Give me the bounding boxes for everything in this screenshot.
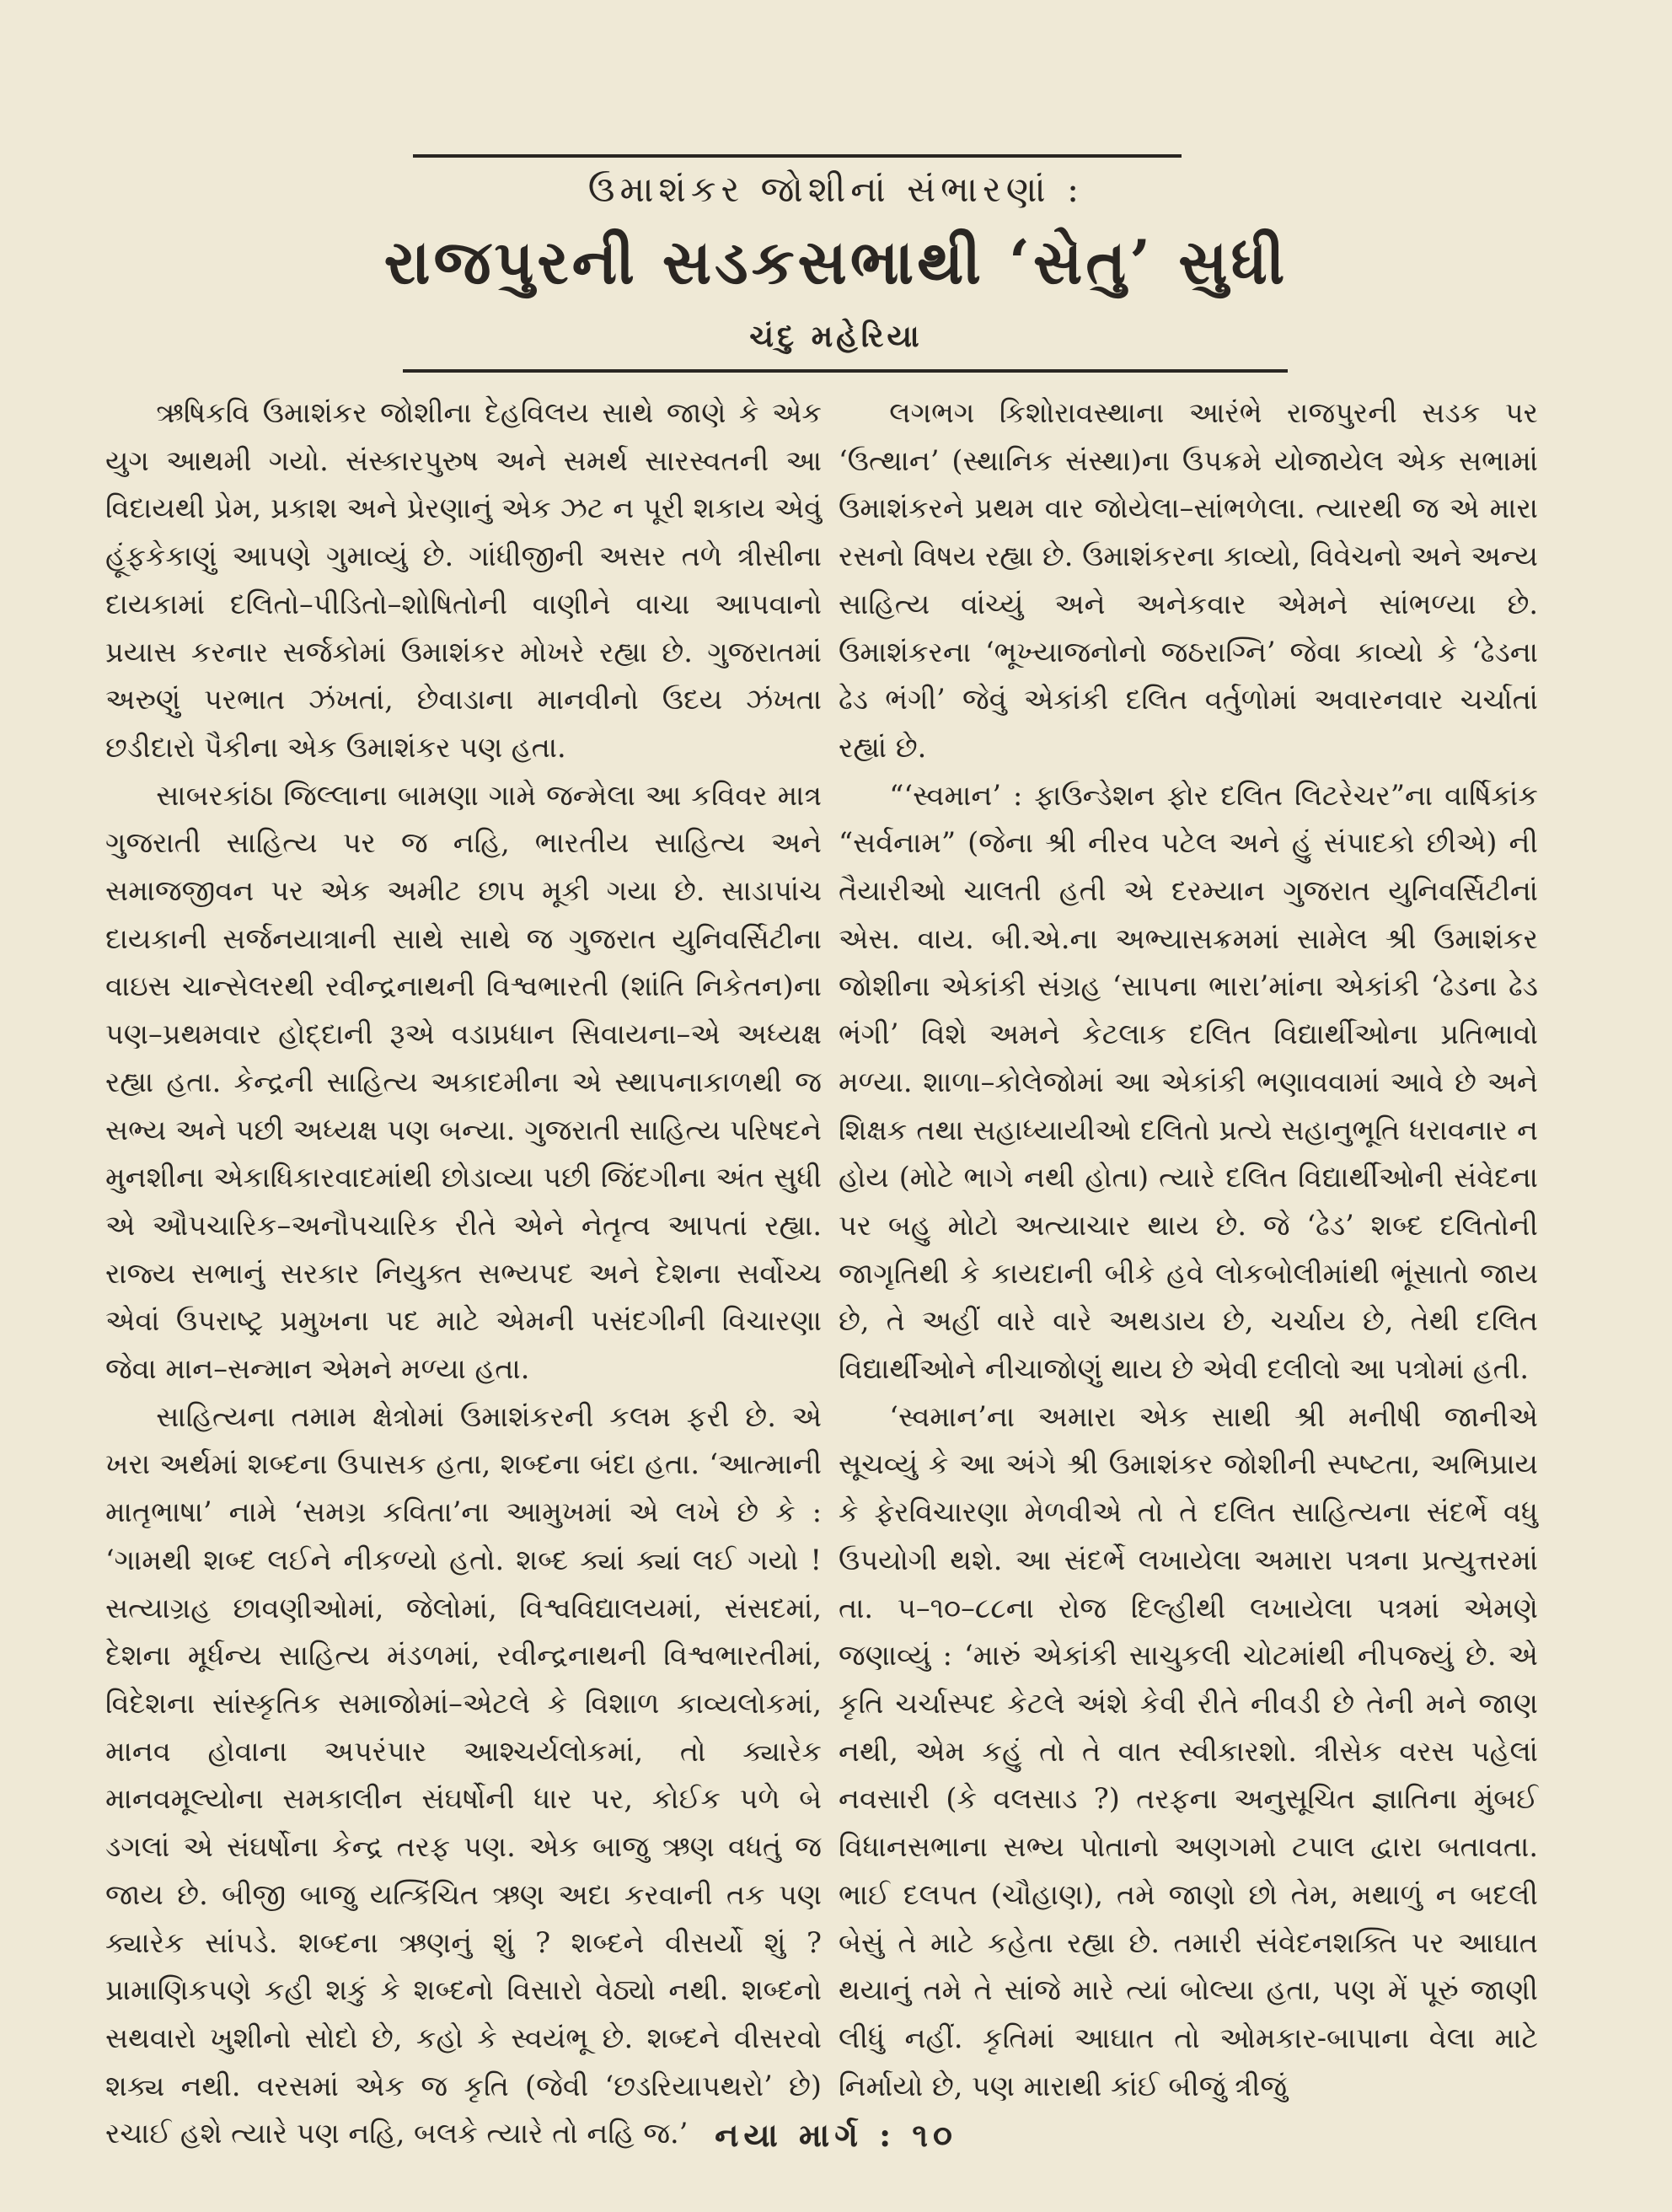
right-column [839, 389, 1538, 2102]
paragraph: લગભગ કિશોરાવસ્થાના આરંભે રાજપુરની સડક પર ‘ઉત્થાન’ (સ્થાનિક સંસ્થા)ના ઉપક્રમે યોજાયેલ એક સભામાં ઉમાશંકરને પ્રથમ વાર જોયેલા–સાંભળેલા. ત્યારથી જ એ મારા રસનો વિષય રહ્યા છે. ઉમાશંકરના કાવ્યો, વિવેચનો અને અન્ય સાહિત્ય વાંચ્યું અને અનેકવાર એમને સાંભળ્યા છે. ઉમાશંકરના ‘ભૂખ્યાજનોનો જઠરાગ્નિ’ જેવા કાવ્યો કે ‘ઢેડના ઢેડ ભંગી’ જેવું એકાંકી દલિત વર્તુળોમાં અવારનવાર ચર્ચાતાં રહ્યાં છે. [839, 396, 1538, 764]
title-rule [403, 369, 1288, 373]
left-column [105, 389, 822, 2150]
article-kicker: ઉમાશંકર જોશીનાં સંભારણાં : [587, 169, 1085, 210]
paragraph: “‘સ્વમાન’ : ફાઉન્ડેશન ફોર દલિત લિટરેચર”ના વાર્ષિકાંક “સર્વનામ” (જેના શ્રી નીરવ પટેલ અને હું સંપાદકો છીએ) ની તૈયારીઓ ચાલતી હતી એ દરમ્યાન ગુજરાત યુનિવર્સિટીનાં એસ. વાય. બી.એ.ના અભ્યાસક્રમમાં સામેલ શ્રી ઉમાશંકર જોશીના એકાંકી સંગ્રહ ‘સાપના ભારા’માંના એકાંકી ‘ઢેડના ઢેડ ભંગી’ વિશે અમને કેટલાક દલિત વિદ્યાર્થીઓના પ્રતિભાવો મળ્યા. શાળા–કોલેજોમાં આ એકાંકી ભણાવવામાં આવે છે અને શિક્ષક તથા સહાધ્યાયીઓ દલિતો પ્રત્યે સહાનુભૂતિ ધરાવનાર ન હોય (મોટે ભાગે નથી હોતા) ત્યારે દલિત વિદ્યાર્થીઓની સંવેદના પર બહુ મોટો અત્યાચાર થાય છે. જે ‘ઢેડ’ શબ્દ દલિતોની જાગૃતિથી કે કાયદાની બીકે હવે લોકબોલીમાંથી ભૂંસાતો જાય છે, તે અહીં વારે વારે અથડાય છે, ચર્ચાય છે, તેથી દલિત વિદ્યાર્થીઓને નીચાજોણું થાય છે એવી દલીલો આ પત્રોમાં હતી. [839, 778, 1538, 1386]
paragraph: સાબરકાંઠા જિલ્લાના બામણા ગામે જન્મેલા આ કવિવર માત્ર ગુજરાતી સાહિત્ય પર જ નહિ, ભારતીય સાહિત્ય અને સમાજજીવન પર એક અમીટ છાપ મૂકી ગયા છે. સાડાપાંચ દાયકાની સર્જનયાત્રાની સાથે સાથે જ ગુજરાત યુનિવર્સિટીના વાઇસ ચાન્સેલરથી રવીન્દ્રનાથની વિશ્વભારતી (શાંતિ નિકેતન)ના પણ–પ્રથમવાર હોદ્દાની રૂએ વડાપ્રધાન સિવાયના–એ અધ્યક્ષ રહ્યા હતા. કેન્દ્રની સાહિત્ય અકાદમીના એ સ્થાપનાકાળથી જ સભ્ય અને પછી અધ્યક્ષ પણ બન્યા. ગુજરાતી સાહિત્ય પરિષદને મુનશીના એકાધિકારવાદમાંથી છોડાવ્યા પછી જિંદગીના અંત સુધી એ ઔપચારિક–અનૌપચારિક રીતે એને નેતૃત્વ આપતાં રહ્યા. રાજ્ય સભાનું સરકાર નિયુક્ત સભ્યપદ અને દેશના સર્વોચ્ચ એવાં ઉપરાષ્ટ્ર પ્રમુખના પદ માટે એમની પસંદગીની વિચારણા જેવા માન–સન્માન એમને મળ્યા હતા. [105, 778, 822, 1386]
top-rule [413, 154, 1182, 158]
paragraph: ઋષિકવિ ઉમાશંકર જોશીના દેહવિલય સાથે જાણે કે એક યુગ આથમી ગયો. સંસ્કારપુરુષ અને સમર્થ સારસ્વતની આ વિદાયથી પ્રેમ, પ્રકાશ અને પ્રેરણાનું એક ઝટ ન પૂરી શકાય એવું હૂંફકેકાણું આપણે ગુમાવ્યું છે. ગાંધીજીની અસર તળે ત્રીસીના દાયકામાં દલિતો–પીડિતો–શોષિતોની વાણીને વાચા આપવાનો પ્રયાસ કરનાર સર્જકોમાં ઉમાશંકર મોખરે રહ્યા છે. ગુજરાતમાં અરુણું પરભાત ઝંખતાં, છેવાડાના માનવીનો ઉદય ઝંખતા છડીદારો પૈકીના એક ઉમાશંકર પણ હતા. [105, 396, 822, 764]
article-author: ચંદુ મહેરિયા [749, 319, 923, 354]
page-footer: નયા માર્ગ : ૧૦ [715, 2116, 957, 2154]
paragraph: સાહિત્યના તમામ ક્ષેત્રોમાં ઉમાશંકરની કલમ ફરી છે. એ ખરા અર્થમાં શબ્દના ઉપાસક હતા, શબ્દના બંદા હતા. ‘આત્માની માતૃભાષા’ નામે ‘સમગ્ર કવિતા’ના આમુખમાં એ લખે છે કે : ‘ગામથી શબ્દ લઈને નીકળ્યો હતો. શબ્દ ક્યાં ક્યાં લઈ ગયો ! સત્યાગ્રહ છાવણીઓમાં, જેલોમાં, વિશ્વવિદ્યાલયમાં, સંસદમાં, દેશના મૂર્ધન્ય સાહિત્ય મંડળમાં, રવીન્દ્રનાથની વિશ્વભારતીમાં, વિદેશના સાંસ્કૃતિક સમાજોમાં–એટલે કે વિશાળ કાવ્યલોકમાં, માનવ હોવાના અપરંપાર આશ્ચર્યલોકમાં, તો ક્યારેક માનવમૂલ્યોના સમકાલીન સંઘર્ષોની ધાર પર, કોઈક પળે બે ડગલાં એ સંઘર્ષોના કેન્દ્ર તરફ પણ. એક બાજુ ઋણ વધતું જ જાય છે. બીજી બાજુ યત્કિંચિત ઋણ અદા કરવાની તક પણ ક્યારેક સાંપડે. શબ્દના ઋણનું શું ? શબ્દને વીસર્યો શું ? પ્રામાણિકપણે કહી શકું કે શબ્દનો વિસારો વેઠ્યો નથી. શબ્દનો સથવારો ખુશીનો સોદો છે, કહો કે સ્વયંભૂ છે. શબ્દને વીસરવો શક્ય નથી. વરસમાં એક જ કૃતિ (જેવી ‘છડરિયાપથરો’ છે) રચાઈ હશે ત્યારે પણ નહિ, બલકે ત્યારે તો નહિ જ.’ [105, 1399, 822, 2150]
paragraph: ‘સ્વમાન’ના અમારા એક સાથી શ્રી મનીષી જાનીએ સૂચવ્યું કે આ અંગે શ્રી ઉમાશંકર જોશીની સ્પષ્ટતા, અભિપ્રાય કે ફેરવિચારણા મેળવીએ તો તે દલિત સાહિત્યના સંદર્ભે વધુ ઉપયોગી થશે. આ સંદર્ભે લખાયેલા અમારા પત્રના પ્રત્યુત્તરમાં તા. ૫–૧૦–૮૮ના રોજ દિલ્હીથી લખાયેલા પત્રમાં એમણે જણાવ્યું : ‘મારું એકાંકી સાચુકલી ચોટમાંથી નીપજ્યું છે. એ કૃતિ ચર્ચાસ્પદ કેટલે અંશે કેવી રીતે નીવડી છે તેની મને જાણ નથી, એમ કહું તો તે વાત સ્વીકારશો. ત્રીસેક વરસ પહેલાં નવસારી (કે વલસાડ ?) તરફના અનુસૂચિત જ્ઞાતિના મુંબઈ વિધાનસભાના સભ્ય પોતાનો અણગમો ટપાલ દ્વારા બતાવતા. ભાઈ દલપત (ચૌહાણ), તમે જાણો છો તેમ, મથાળું ન બદલી બેસું તે માટે કહેતા રહ્યા છે. તમારી સંવેદનશક્તિ પર આઘાત થયાનું તમે તે સાંજે મારે ત્યાં બોલ્યા હતા, પણ મેં પૂરું જાણી લીધું નહીં. કૃતિમાં આઘાત તો ઓમકાર-બાપાના વેલા માટે નિર્માયો છે, પણ મારાથી કાંઈ બીજું ત્રીજું [839, 1399, 1538, 2102]
article-title: રાજપુરની સડકસભાથી ‘સેતુ’ સુધી [383, 226, 1289, 298]
